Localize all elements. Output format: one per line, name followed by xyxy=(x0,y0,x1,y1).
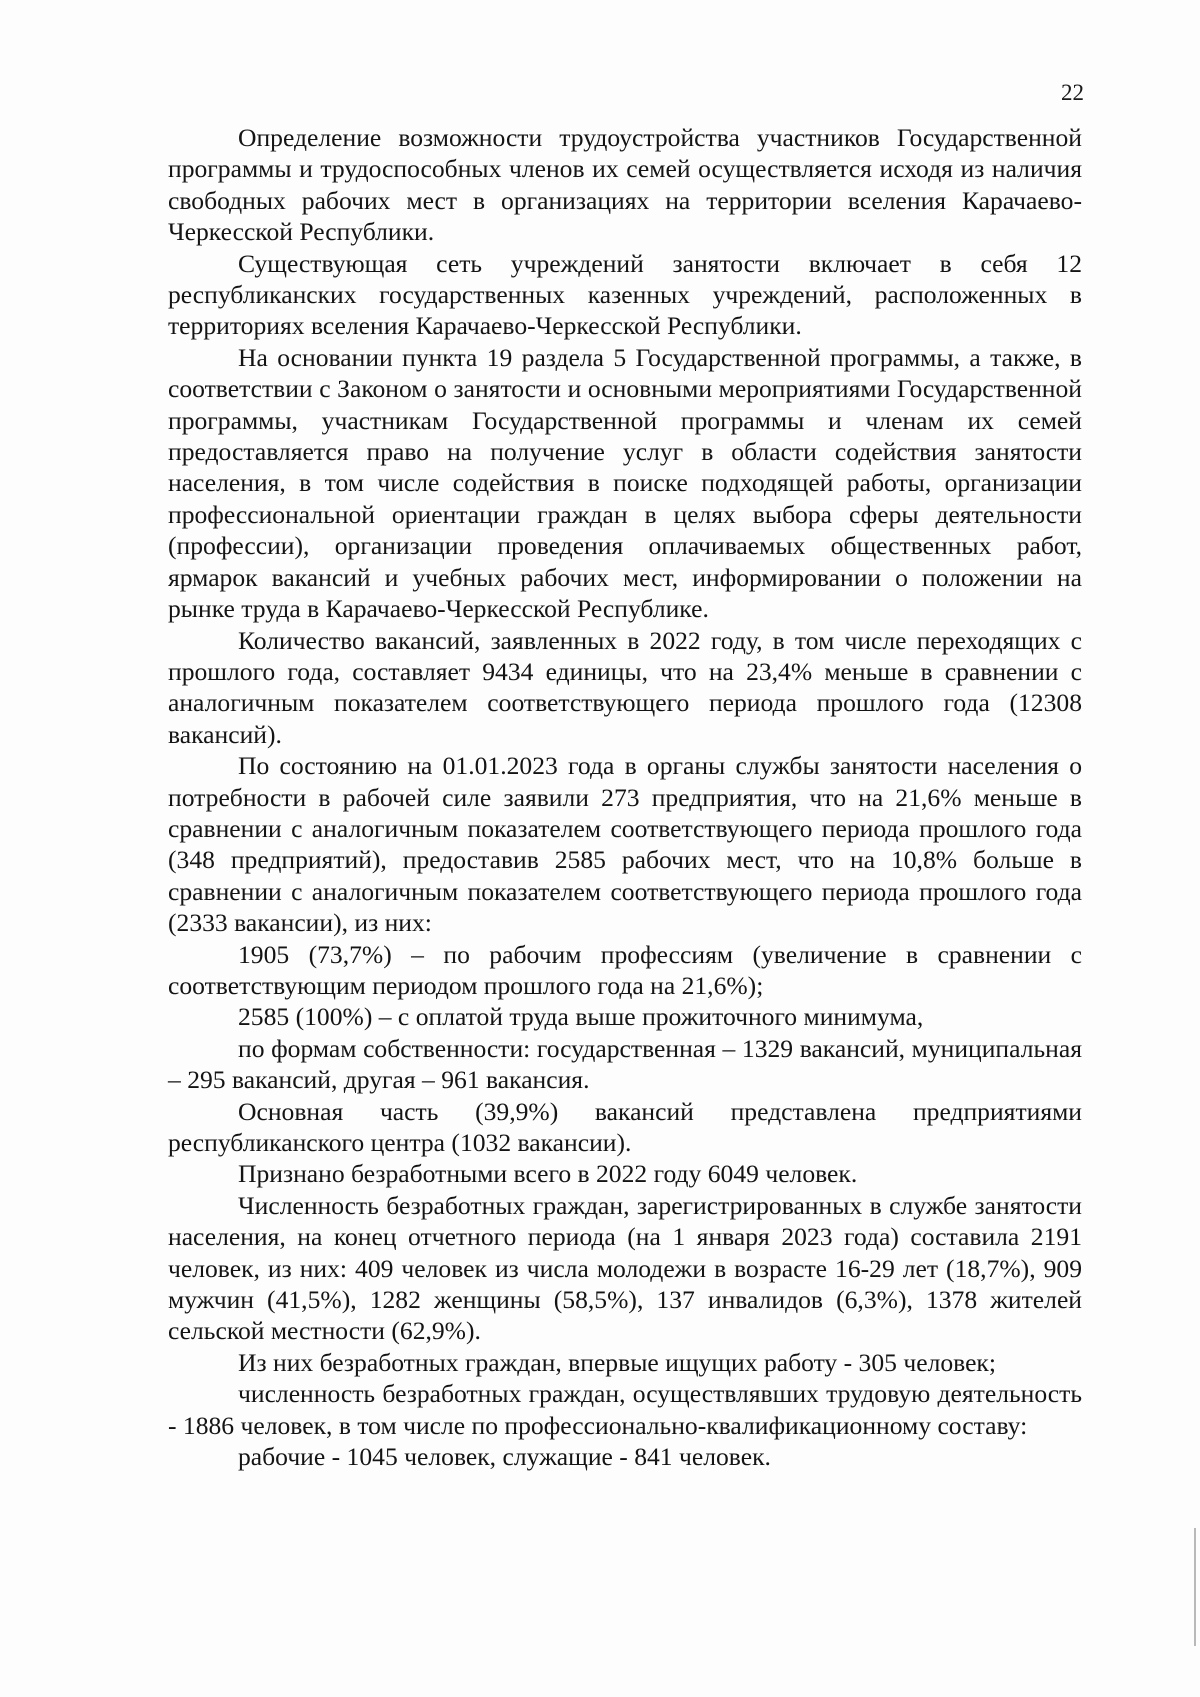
paragraph-employment-network: Существующая сеть учреждений занятости включает в себя 12 республиканских государственных казенных учреждений, расположенных в территориях вселения Карачаево-Черкесской Республики. xyxy=(168,248,1082,341)
paragraph-workers-employees: рабочие - 1045 человек, служащие - 841 человек. xyxy=(238,1442,771,1472)
paragraph-employment-services: На основании пункта 19 раздела 5 Государственной программы, а также, в соответствии с Законом о занятости и основными мероприятиями Государственной программы, участникам Государственной программы и членам их семей предоставляется право на получение услуг в области содействия занятости населения, в том числе содействия в поиске подходящей работы, организации профессиональной ориентации граждан в целях выбора сферы деятельности (профессии), организации проведения оплачиваемых общественных работ, ярмарок вакансий и учебных рабочих мест, информировании о положении на рынке труда в Карачаево-Черкесской Республике. xyxy=(168,342,1082,624)
paragraph-recognized-unemployed: Признано безработными всего в 2022 году 6049 человек. xyxy=(238,1159,858,1189)
paragraph-first-time-seekers: Из них безработных граждан, впервые ищущих работу - 305 человек; xyxy=(238,1347,996,1377)
paragraph-worker-professions: 1905 (73,7%) – по рабочим профессиям (увеличение в сравнении с соответствующим периодом прошлого года на 21,6%); xyxy=(168,939,1082,1000)
page-number: 22 xyxy=(1061,80,1084,105)
scan-edge-mark xyxy=(1194,1528,1196,1646)
paragraph-enterprises-demand: По состоянию на 01.01.2023 года в органы службы занятости населения о потребности в рабочей силе заявили 273 предприятия, что на 21,6% меньше в сравнении с аналогичным показателем соответствующего периода прошлого года (348 предприятий), предоставив 2585 рабочих мест, что на 10,8% больше в сравнении с аналогичным показателем соответствующего периода прошлого года (2333 вакансии), из них: xyxy=(168,751,1082,938)
paragraph-previously-employed: численность безработных граждан, осуществлявших трудовую деятельность - 1886 человек, в том числе по профессионально-квалификационному составу: xyxy=(168,1379,1082,1440)
paragraph-employment-determination: Определение возможности трудоустройства участников Государственной программы и трудоспособных членов их семей осуществляется исходя из наличия свободных рабочих мест в организациях на территории вселения Карачаево-Черкесской Республики. xyxy=(168,123,1082,247)
document-body xyxy=(168,122,1082,1472)
paragraph-ownership-forms: по формам собственности: государственная – 1329 вакансий, муниципальная – 295 вакансий, другая – 961 вакансия. xyxy=(168,1033,1082,1095)
paragraph-vacancy-count: Количество вакансий, заявленных в 2022 году, в том числе переходящих с прошлого года, составляет 9434 единицы, что на 23,4% меньше в сравнении с аналогичным показателем соответствующего периода прошлого года (12308 вакансий). xyxy=(168,625,1082,749)
paragraph-unemployed-structure: Численность безработных граждан, зарегистрированных в службе занятости населения, на конец отчетного периода (на 1 января 2023 года) составила 2191 человек, из них: 409 человек из числа молодежи в возрасте 16-29 лет (18,7%), 909 мужчин (41,5%), 1282 женщины (58,5%), 137 инвалидов (6,3%), 1378 жителей сельской местности (62,9%). xyxy=(168,1190,1082,1346)
paragraph-republican-center: Основная часть (39,9%) вакансий представлена предприятиями республиканского центра (1032 вакансии). xyxy=(168,1096,1082,1157)
paragraph-wage-above-minimum: 2585 (100%) – с оплатой труда выше прожиточного минимума, xyxy=(238,1002,924,1032)
